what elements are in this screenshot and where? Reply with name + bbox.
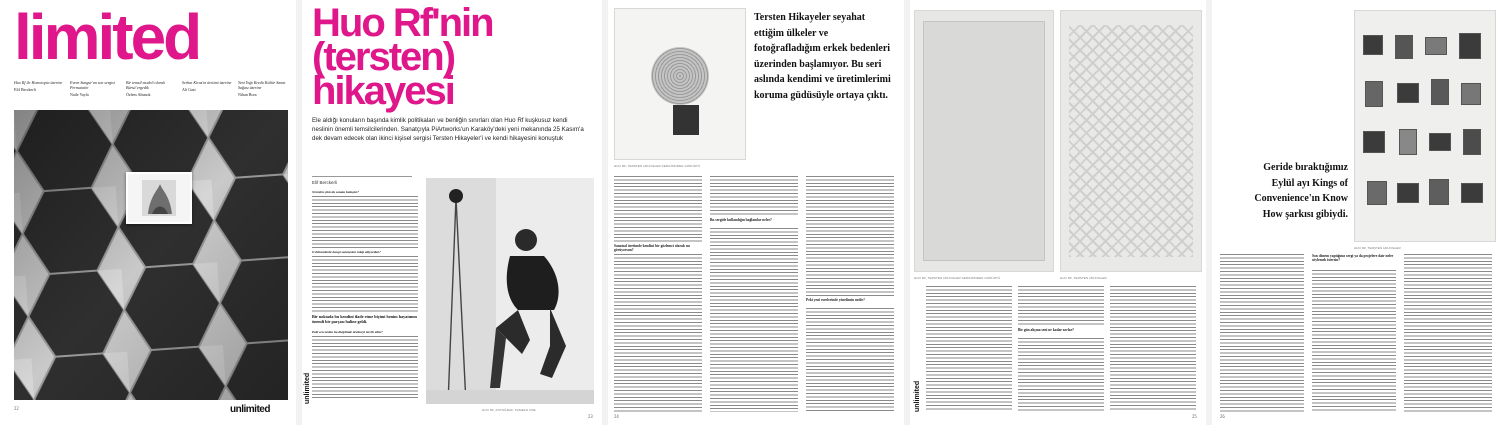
framed-artwork <box>914 10 1054 272</box>
framed-artwork-grid <box>1354 10 1496 242</box>
portrait-photo <box>426 178 594 404</box>
framed-artwork <box>614 8 746 160</box>
grid-print <box>1397 183 1419 203</box>
artwork-disc <box>651 47 709 105</box>
toc-item[interactable] <box>238 80 292 97</box>
body-text <box>1312 270 1396 412</box>
toc-item[interactable] <box>14 80 66 92</box>
grid-print <box>1461 83 1481 105</box>
question: Bu sergide kullandığın bağlamlar neler? <box>710 218 772 222</box>
grid-print <box>1461 183 1483 203</box>
body-text <box>806 308 894 412</box>
question: O dönemlerde hangi sanatçıları takip ediyordun? <box>312 250 381 254</box>
toc-item-title: Serhat Kiraz'ın üretimi üzerine <box>182 80 232 85</box>
body-column <box>312 190 418 412</box>
question: Bir gün alışma seni ne kadar zorlar? <box>1018 328 1074 332</box>
article-title-line: (tersten) <box>312 35 455 79</box>
body-text <box>1220 254 1304 412</box>
toc-item-title: Bir temsil modeli olarak Bürsü¨ergedik <box>126 80 165 90</box>
question: Peki sen neden bu disiplinde üretmeyi tercih ettin? <box>312 330 383 334</box>
masthead-logo: limited <box>14 1 200 73</box>
page-number: 23 <box>588 414 593 419</box>
grid-print <box>1429 133 1451 151</box>
toc-item-title: Yeni Yağı Krediı Kültür Sanat Sağası üzerine <box>238 80 286 90</box>
toc-item-author: Özlem Altunok <box>126 92 151 97</box>
photo-caption: HUO RF, TERSTEN HİKAYELER <box>1060 276 1107 280</box>
toc-item-title: Evren Sungur'un son sergisi Permutatör <box>70 80 115 90</box>
artwork-inner-board <box>923 21 1045 261</box>
body-text <box>312 196 418 248</box>
question: Sanatsal üretimde kendini bir gözlemci olarak mı görüyorsun? <box>614 244 690 252</box>
photo-caption: HUO RF, FOTOĞRAF: KAMEFO OSE <box>482 408 536 412</box>
page-number: 26 <box>1220 414 1225 419</box>
grid-print <box>1429 179 1449 205</box>
author-rule <box>312 176 412 177</box>
article-intro: Ele aldığı konuların başında kimlik politikaları ve benliğin sınırları olan Huo Rf kuşkusuz kendi neslinin önemli temsilcilerinden. Sanatçıyla PiArtworks'un Karaköy'deki yeni mekanında 25 Kasım'a dek devam edecek olan ikinci kişisel sergisi Tersten Hikayeler'i ve kendi hikayesini konuştuk <box>312 117 584 142</box>
question: Nereden çıktı da sanata bulaştın? <box>312 190 359 194</box>
cover-photo <box>14 110 288 400</box>
grid-print <box>1363 35 1383 55</box>
grid-print <box>1399 129 1417 155</box>
toc-item[interactable] <box>70 80 122 97</box>
grid-print <box>1363 131 1385 153</box>
grid-print <box>1365 81 1383 107</box>
grid-print <box>1425 37 1447 55</box>
body-text <box>1018 338 1104 412</box>
body-text <box>1018 286 1104 326</box>
body-text <box>710 176 798 216</box>
toc-item-author: Elif Berckerli <box>14 87 36 92</box>
grid-print <box>1431 79 1449 105</box>
page-number: 25 <box>1192 414 1197 419</box>
body-text <box>926 286 1012 412</box>
body-text <box>312 256 418 312</box>
toc-item-author: Nihan Bora <box>238 92 257 97</box>
framed-artwork-lattice <box>1060 10 1202 272</box>
body-text <box>1404 254 1492 412</box>
question: Peki yeni eserlerinde yönelimin nedir? <box>806 298 865 302</box>
footer-logo: unlimited <box>304 372 311 404</box>
pull-quote: Tersten Hikayeler seyahat ettiğim ülkeler ve fotoğrafladığım erkek bedenleri üzerinden başlamıyor. Bu seri aslında kendimi ve üretimlerimi koruma güdüsüyle ortaya çıktı. <box>754 12 891 101</box>
toc-item[interactable] <box>126 80 178 97</box>
article-author: Elif Berckerli <box>312 180 338 185</box>
body-text <box>806 176 894 296</box>
article-title-line: hikayesi <box>312 69 454 113</box>
photo-caption: HUO RF, TERSTEN HİKAYELER SERGİSİNDEN GÖRÜNTÜ <box>914 276 1001 280</box>
question: Son dönem yaptığınız sergi ya da projelere dair neler söylemek istersin? <box>1312 254 1394 262</box>
footer-logo: unlimited <box>914 380 921 412</box>
photo-caption: HUO RF, TERSTEN HİKAYELER SERGİSİNDEN GÖRÜNTÜ <box>614 164 701 168</box>
photo-caption: HUO RF, TERSTEN HİKAYELER <box>1354 246 1401 250</box>
magazine-page-spread-left <box>608 0 904 425</box>
pull-quote: Bir noktada bu kendini ifade etme biçimi benim hayatımın önemli bir parçası haline geldi. <box>312 314 417 325</box>
hexagon-tile-floor <box>14 110 288 400</box>
toc-item-author: Ali Gazi <box>182 87 196 92</box>
cover-inset-photo <box>126 172 192 224</box>
page-number: 24 <box>614 414 619 419</box>
magazine-page-cover <box>0 0 296 425</box>
lattice-pattern <box>1069 25 1193 257</box>
body-text <box>614 176 702 242</box>
body-text <box>710 228 798 412</box>
toc-item-author: Naile Vayla <box>70 92 89 97</box>
grid-print <box>1459 33 1481 59</box>
magazine-page-spread-right <box>1212 0 1500 425</box>
article-title <box>312 1 493 113</box>
pull-quote: Geride bıraktığımız Eylül ayı Kings of Convenience'ın Know How şarkısı gibiydi. <box>1254 162 1348 220</box>
body-text <box>614 254 702 412</box>
page-number: 22 <box>14 406 19 411</box>
body-text <box>312 336 418 400</box>
grid-print <box>1463 129 1481 155</box>
footer-logo: unlimited <box>230 404 270 415</box>
toc-item[interactable] <box>182 80 234 92</box>
article-title-line: Huo Rf'nin <box>312 1 493 45</box>
magazine-page-spread-middle <box>910 0 1206 425</box>
toc-item-title: Huo Rf ile Homotopia üzerine <box>14 80 63 85</box>
magazine-page-title <box>302 0 602 425</box>
body-text <box>1110 286 1196 412</box>
grid-print <box>1395 35 1413 59</box>
artwork-print <box>673 105 699 135</box>
grid-print <box>1397 83 1419 103</box>
grid-print <box>1367 181 1387 205</box>
